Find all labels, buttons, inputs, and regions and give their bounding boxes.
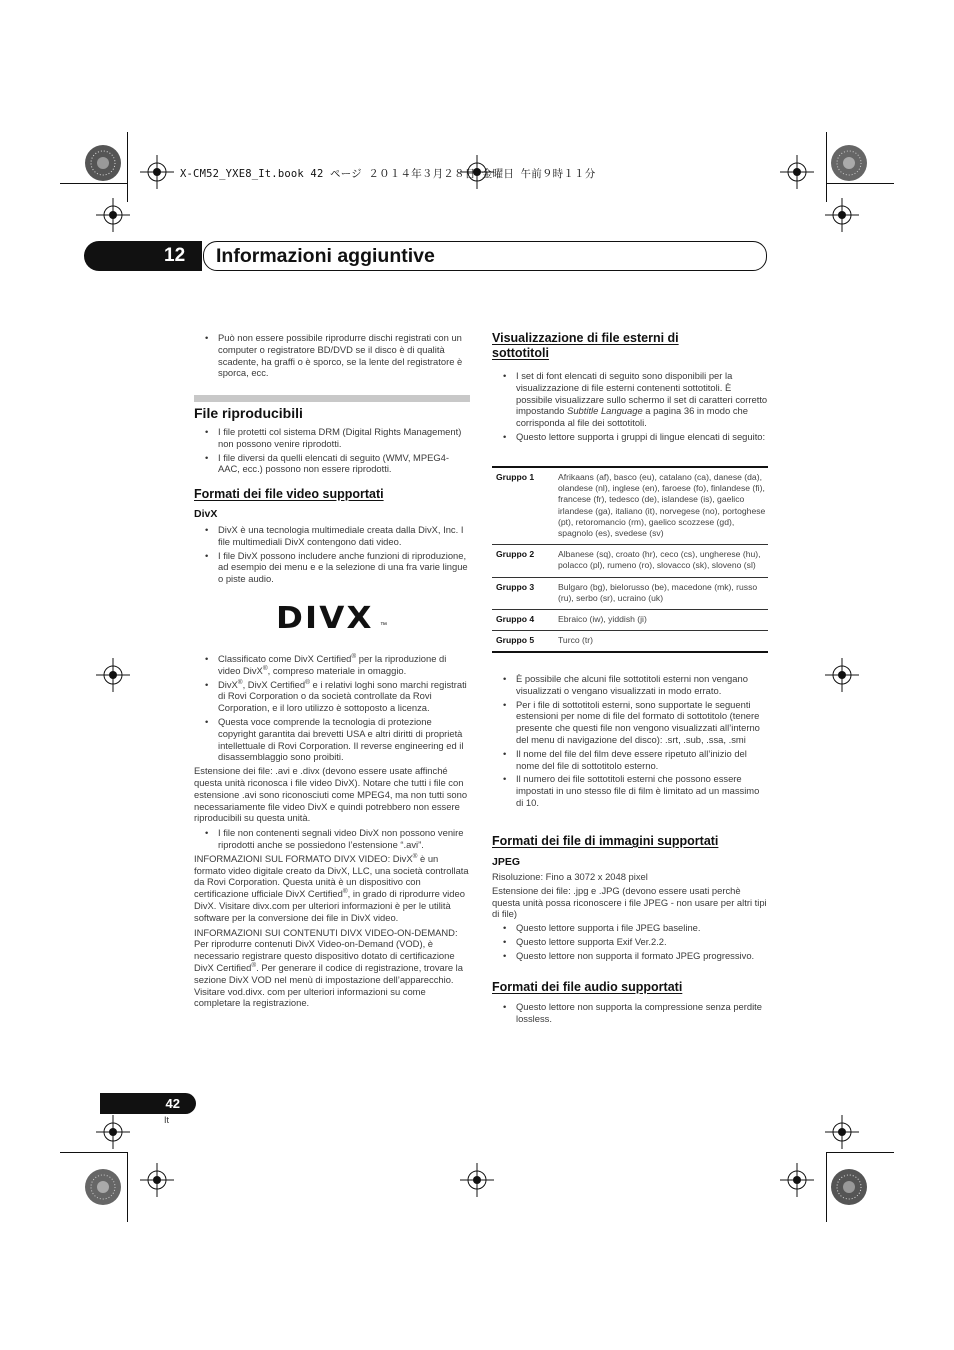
group-languages-cell: Afrikaans (af), basco (eu), catalano (ca), danese (da), olandese (nl), inglese (en), faroese (fo), finlandese (fi), francese (fr), tedesco (de), islandese (is), gaelico irlandese (ga), italiano (it), norvegese (no), portoghese (pt), retoromancio (rm), gaelico scozzese (gd), spagnolo (es), svedese (sv): [554, 467, 768, 545]
list-item: • Questo lettore supporta i gruppi di lingue elencati di seguito:: [492, 431, 768, 443]
file-bullet-list: [194, 426, 470, 475]
image-section: [492, 834, 768, 964]
divx-cert-block: [194, 653, 470, 1009]
registration-mark-icon: [825, 658, 859, 692]
video-section: [194, 487, 470, 587]
chapter-number-badge: 12: [84, 241, 202, 271]
registration-mark-icon: [825, 198, 859, 232]
group-name-cell: Gruppo 3: [492, 577, 554, 609]
file-section: [194, 404, 470, 477]
color-rosette-icon: [84, 144, 122, 182]
list-item: • DivX®, DivX Certified® e i relativi loghi sono marchi registrati di Rovi Corporation o da società controllate da Rovi Corporation, e il loro utilizzo è sottoposto a licenza.: [194, 679, 470, 714]
list-item: • I file diversi da quelli elencati di seguito (WMV, MPEG4-AAC, ecc.) possono non essere riprodotti.: [194, 452, 470, 476]
jpeg-heading: JPEG: [492, 856, 521, 868]
registration-mark-icon: [460, 1163, 494, 1197]
list-item: • È possibile che alcuni file sottotitoli esterni non vengano visualizzati o vengano visualizzati in modo errato.: [492, 673, 768, 697]
list-item: • Il nome del file del film deve essere ripetuto all’inizio del nome del file di sottotitolo esterno.: [492, 748, 768, 772]
divx-logo: [276, 602, 388, 636]
extension-paragraph: Estensione dei file: .avi e .divx (devono essere usate affinché questa unità riconosca i file video DivX). Notare che tutti i file con estensione .avi sono riconosciuti come MPEG4, ma non tutti sono necessariamente file video DivX e quindi potrebbero non essere riproducibili su questa unità.: [194, 765, 468, 824]
list-item: • Questo lettore supporta i file JPEG baseline.: [492, 922, 768, 934]
group-languages-cell: Albanese (sq), croato (hr), ceco (cs), ungherese (hu), polacco (pl), rumeno (ro), slovacco (sk), sloveno (sl): [554, 545, 768, 577]
table-row: [492, 545, 768, 577]
divx-trademark: ™: [380, 622, 387, 629]
divx-logo-text: DIVX: [276, 601, 374, 636]
registration-mark-icon: [96, 658, 130, 692]
group-name-cell: Gruppo 4: [492, 610, 554, 631]
list-item: • Questo lettore non supporta il formato JPEG progressivo.: [492, 950, 768, 962]
group-name-cell: Gruppo 5: [492, 631, 554, 653]
jpeg-bullet-list: [492, 922, 768, 961]
registration-mark-icon: [780, 1163, 814, 1197]
list-item: • I file non contenenti segnali video DivX non possono venire riprodotti anche se possiedono l’estensione “.avi”.: [194, 827, 470, 851]
color-rosette-icon: [830, 144, 868, 182]
list-item: • Questo lettore non supporta la compressione senza perdite lossless.: [492, 1001, 768, 1025]
page-number-badge: 42: [100, 1093, 196, 1114]
cert-bullet-list: [194, 653, 470, 763]
list-item: • Può non essere possibile riprodurre dischi registrati con un computer o registratore BD/DVD se il disco è di qualità scadente, ha graffi o è sporco, se la lente del registratore è sporca, ecc.: [194, 332, 470, 379]
list-item: • DivX è una tecnologia multimediale creata dalla DivX, Inc. I file multimediali DivX contengono dati video.: [194, 524, 470, 548]
about-divx-paragraph: INFORMAZIONI SUL FORMATO DIVX VIDEO: DivX® è un formato video digitale creato da DivX, LLC, una società controllata da Rovi Corporation. Questa unità è un dispositivo con certificazione ufficiale DivX Certified®, in grado di riprodurre video DivX. Visitare divx.com per ulteriori informazioni è per le utilità software per la conversione dei file in DivX video.: [194, 852, 469, 923]
list-item: • Per i file di sottotitoli esterni, sono supportate le seguenti estensioni per nome di file del formato di sottotitolo (tenere presente che questi file non vengono visualizzati all’interno del menu di navigazione del disco): .srt, .sub, .ssa, .smi: [492, 699, 768, 746]
table-row: [492, 467, 768, 545]
list-item: • Il numero dei file sottotitoli esterni che possono essere impostati in uno stesso file di film è limitato ad un massimo di 10.: [492, 773, 768, 808]
subtitle-notes-list: [492, 673, 768, 809]
group-languages-cell: Ebraico (iw), yiddish (ji): [554, 610, 768, 631]
registration-mark-icon: [780, 155, 814, 189]
language-groups-table: [492, 466, 768, 653]
divx-bullet-list: [194, 524, 470, 585]
table-row: [492, 610, 768, 631]
subtitle-bullet-list: [492, 370, 768, 443]
color-rosette-icon: [830, 1168, 868, 1206]
group-languages-cell: Bulgaro (bg), bielorusso (be), macedone (mk), russo (ru), serbo (sr), ucraino (uk): [554, 577, 768, 609]
section-subtitle: Formati dei file video supportati: [194, 487, 384, 501]
section-subtitle: Formati dei file di immagini supportati: [492, 834, 719, 848]
subtitle-section: [492, 331, 768, 445]
list-item: • I file DivX possono includere anche funzioni di riproduzione, ad esempio dei menu e e la selezione di una fra varie lingue o piste audio.: [194, 550, 470, 585]
intro-bullet-list: [194, 332, 470, 379]
divx-vod-paragraph: INFORMAZIONI SUI CONTENUTI DIVX VIDEO-ON-DEMAND: Per riprodurre contenuti DivX Video-on-Demand (VOD), è necessario registrare questo dispositivo dotato di certificazione DivX Certified®. Per generare il codice di registrazione, trovare la sezione DivX VOD nel menù di impostazione dell’apparecchio. Visitare vod.divx. com per ulteriori informazioni su come completare la registrazione.: [194, 926, 463, 1009]
divx-heading: DivX: [194, 508, 218, 520]
group-name-cell: Gruppo 2: [492, 545, 554, 577]
extension-bullet-list: [194, 827, 470, 851]
list-item: • I set di font elencati di seguito sono disponibili per la visualizzazione di file esterni contenenti sottotitoli. È possibile visualizzare sullo schermo il set di caratteri corretto impostando Subtitle Language a pagina 36 in modo che corrisponda al file dei sottotitoli.: [492, 370, 768, 429]
section-divider-bar: [194, 395, 470, 402]
color-rosette-icon: [84, 1168, 122, 1206]
jpeg-resolution: Risoluzione: Fino a 3072 x 2048 pixel: [492, 871, 648, 882]
list-item: • Questo lettore supporta Exif Ver.2.2.: [492, 936, 768, 948]
print-job-header: X-CM52_YXE8_It.book 42 ページ ２０１４年３月２８日 金曜日 午前９時１１分: [180, 168, 596, 180]
page-language-code: It: [164, 1115, 170, 1125]
language-groups-table-wrap: [492, 466, 768, 653]
audio-bullet-list: [492, 1001, 768, 1025]
registration-mark-icon: [96, 198, 130, 232]
jpeg-extension: Estensione dei file: .jpg e .JPG (devono essere usati perchè questa unità possa riconoscere i file JPEG - non usare per altri tipi di file): [492, 884, 767, 920]
registration-mark-icon: [96, 1115, 130, 1149]
audio-section: [492, 980, 768, 1027]
registration-mark-icon: [825, 1115, 859, 1149]
registration-mark-icon: [140, 155, 174, 189]
list-item: • I file protetti col sistema DRM (Digital Rights Management) non possono venire riprodotti.: [194, 426, 470, 450]
chapter-title: Informazioni aggiuntive: [216, 245, 435, 267]
registration-mark-icon: [140, 1163, 174, 1197]
group-languages-cell: Turco (tr): [554, 631, 768, 653]
group-name-cell: Gruppo 1: [492, 467, 554, 545]
section-subtitle: Formati dei file audio supportati: [492, 980, 683, 994]
list-item: • Classificato come DivX Certified® per la riproduzione di video DivX®, compreso materiale in omaggio.: [194, 653, 470, 677]
subtitle-notes: [492, 673, 768, 811]
section-title: File riproducibili: [194, 405, 303, 421]
list-item: • Questa voce comprende la tecnologia di protezione copyright garantita dai brevetti USA e altri diritti di proprietà intellettuale di Rovi Corporation. Il reverse engineering ed il disassemblaggio sono proibiti.: [194, 716, 470, 763]
table-row: [492, 631, 768, 653]
section-subtitle: Visualizzazione di file esterni di sottotitoli: [492, 331, 679, 360]
left-column: [194, 332, 470, 381]
table-row: [492, 577, 768, 609]
